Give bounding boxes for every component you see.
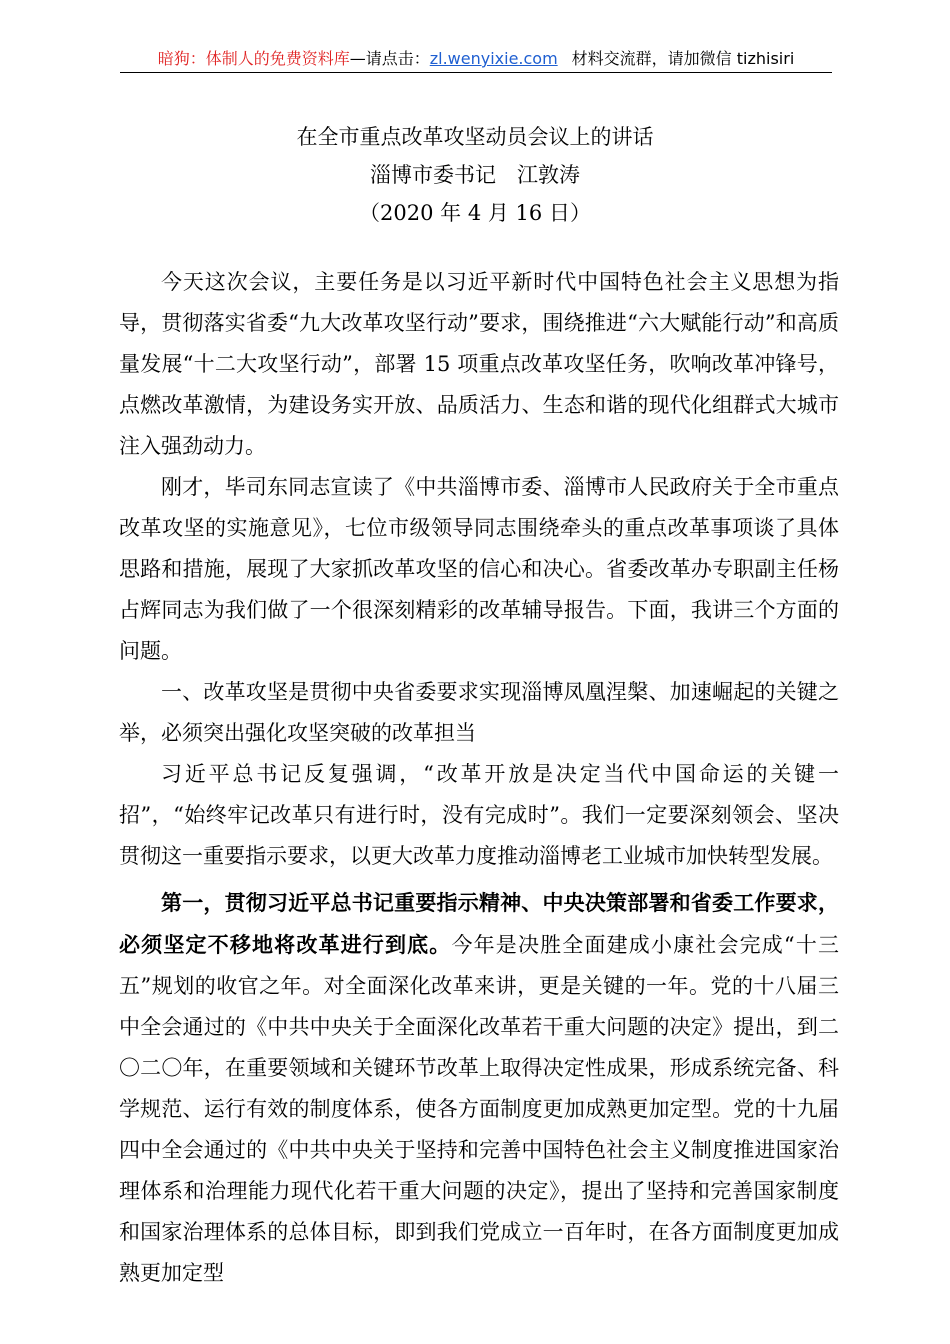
document-title: 在全市重点改革攻坚动员会议上的讲话 — [296, 125, 654, 149]
title-block — [0, 118, 950, 232]
paragraph-first-point — [119, 882, 839, 1294]
header-separator: —请点击： — [349, 49, 430, 68]
paragraph-context: 刚才，毕司东同志宣读了《中共淄博市委、淄博市人民政府关于全市重点改革攻坚的实施意见》，七位市级领导同志围绕牵头的重点改革事项谈了具体思路和措施，展现了大家抓改革攻坚的信心和决心。省委改革办专职副主任杨占辉同志为我们做了一个很深刻精彩的改革辅导报告。下面，我讲三个方面的问题。 — [119, 475, 839, 663]
header-brand: 暗狗：体制人的免费资料库 — [157, 49, 350, 68]
paragraph-intro: 今天这次会议，主要任务是以习近平新时代中国特色社会主义思想为指导，贯彻落实省委“九大改革攻坚行动”要求，围绕推进“六大赋能行动”和高质量发展“十二大攻坚行动”，部署 15 项重点改革攻坚任务，吹响改革冲锋号，点燃改革激情，为建设务实开放、品质活力、生态和谐的现代化组群式大城市注入强劲动力。 — [119, 270, 839, 458]
section-heading-1: 一、改革攻坚是贯彻中央省委要求实现淄博凤凰涅槃、加速崛起的关键之举，必须突出强化攻坚突破的改革担当 — [119, 680, 839, 745]
header-group-note: 材料交流群，请加微信 tizhisiri — [571, 49, 795, 68]
document-author: 淄博市委书记 江敦涛 — [370, 163, 580, 187]
header-link[interactable]: zl.wenyixie.com — [429, 49, 558, 68]
document-date: （2020 年 4 月 16 日） — [359, 201, 591, 225]
paragraph-quote: 习近平总书记反复强调，“改革开放是决定当代中国命运的关键一招”，“始终牢记改革只有进行时，没有完成时”。我们一定要深刻领会、坚决贯彻这一重要指示要求，以更大改革力度推动淄博老工业城市加快转型发展。 — [119, 762, 839, 868]
first-point-lead: 第一，贯彻习近平总书记重要指示精神、中央决策部署和省委工作要求，必须坚定不移地将改革进行到底。 — [119, 890, 839, 957]
page-header — [120, 46, 832, 73]
first-point-text: 今年是决胜全面建成小康社会完成“十三五”规划的收官之年。对全面深化改革来讲，更是关键的一年。党的十八届三中全会通过的《中共中央关于全面深化改革若干重大问题的决定》提出，到二〇二〇年，在重要领域和关键环节改革上取得决定性成果，形成系统完备、科学规范、运行有效的制度体系，使各方面制度更加成熟更加定型。党的十九届四中全会通过的《中共中央关于坚持和完善中国特色社会主义制度推进国家治理体系和治理能力现代化若干重大问题的决定》，提出了坚持和完善国家制度和国家治理体系的总体目标，即到我们党成立一百年时，在各方面制度更加成熟更加定型 — [119, 933, 840, 1285]
document-body — [119, 262, 839, 1294]
